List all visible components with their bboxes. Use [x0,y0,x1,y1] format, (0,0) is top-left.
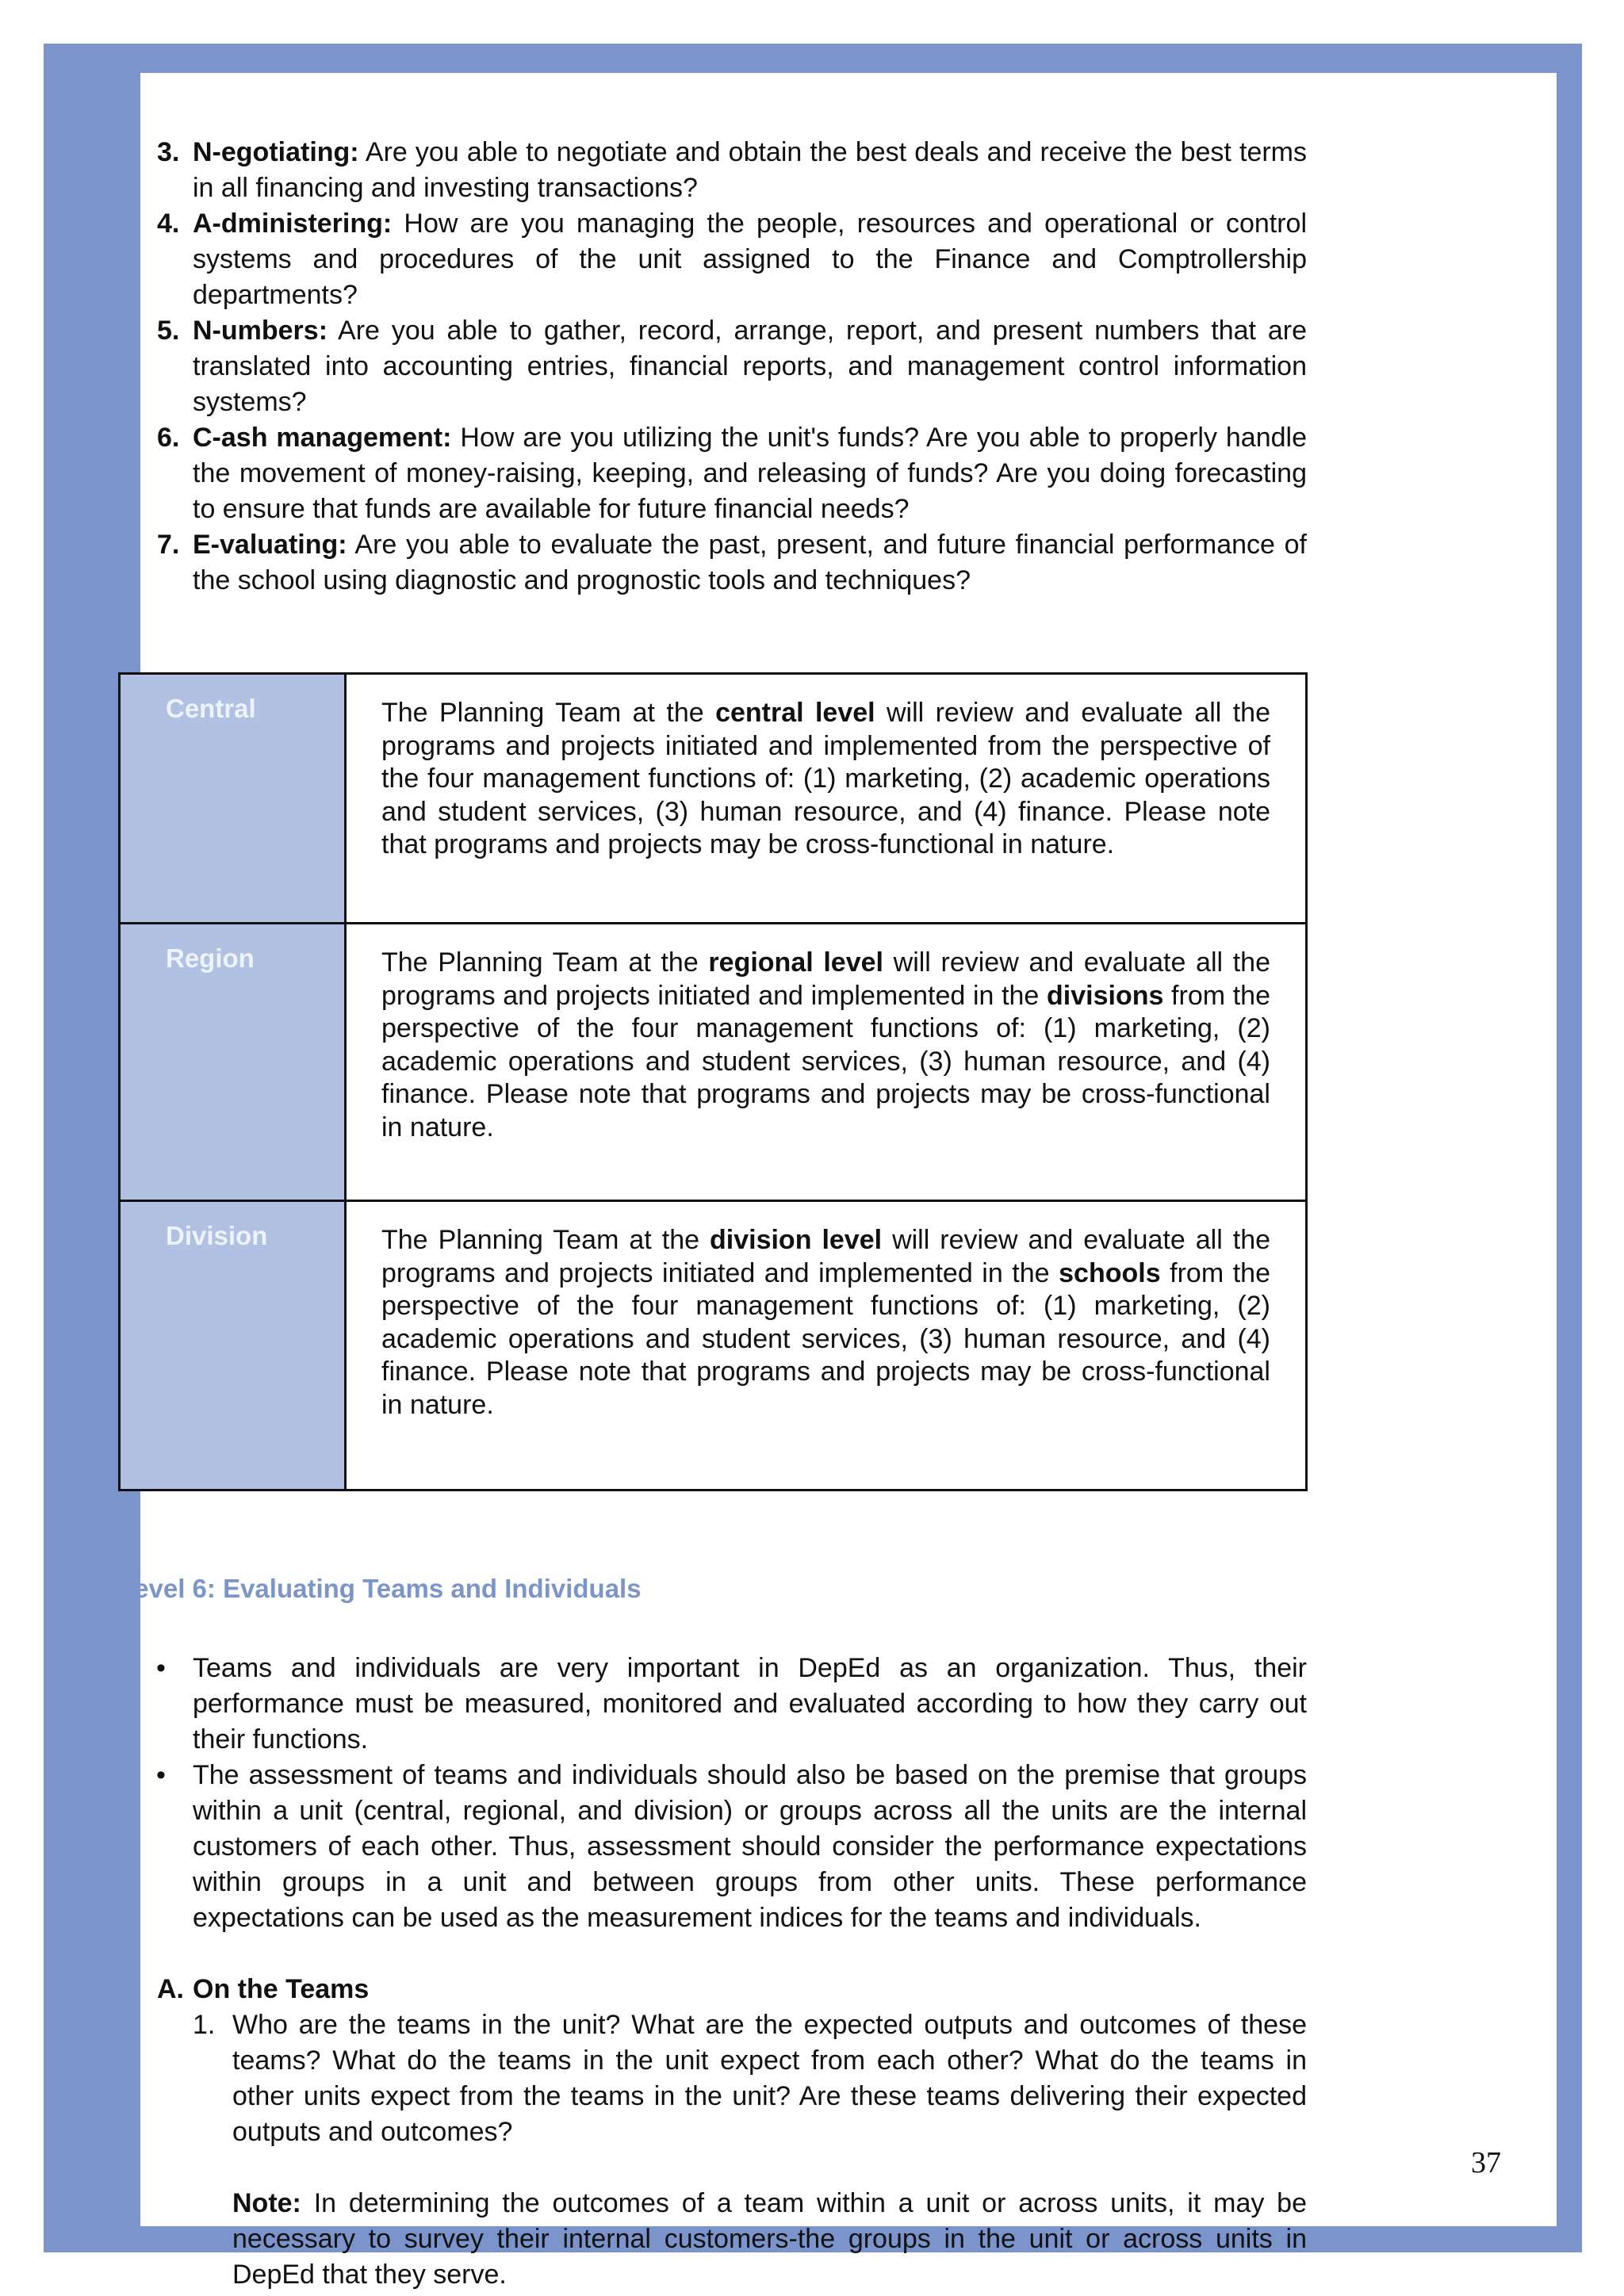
note-text: In determining the outcomes of a team within a unit or across units, it may be necessary to survey their internal customers-the groups in the unit or across units in DepEd that they serve. [232,2188,1307,2290]
list-item [157,1651,1307,1758]
level-description [346,1201,1307,1490]
description-text: The Planning Team at the [381,1225,710,1255]
list-item [157,313,1307,420]
list-item [157,1758,1307,1936]
description-bold: division level [710,1225,883,1255]
subsection-title-text: On the Teams [193,1974,370,2004]
table-row [120,1201,1307,1490]
financial-skills-list [157,135,1307,599]
list-item-number: 3. [157,137,180,167]
subsection-title [157,1972,1307,2007]
description-text: will review and evaluate all the programs and projects initiated and implemented in the [381,947,1270,1011]
description-bold: central level [715,698,875,728]
list-item [157,206,1307,313]
planning-levels-table [118,672,1308,1491]
list-item-term: E-valuating: [193,530,347,560]
subsection-teams [157,1972,1307,2293]
description-bold: regional level [708,947,883,978]
list-item-text: How are you managing the people, resources and operational or control systems and procedures of the unit assigned to the Finance and Comptrollership departments? [193,209,1307,310]
list-item-number: 7. [157,530,180,560]
bullet-icon: • [156,1760,166,1790]
level-label: Division [120,1201,346,1490]
list-item-text: Are you able to evaluate the past, present, and future financial performance of the school using diagnostic and prognostic tools and techniques? [193,530,1307,595]
table-row [120,924,1307,1201]
level-label: Region [120,924,346,1201]
section-heading: Level 6: Evaluating Teams and Individuals [118,1574,642,1603]
list-item-term: A-dministering: [193,209,393,239]
level-description [346,674,1307,924]
description-text: will review and evaluate all the programs and projects initiated and implemented in the [381,1225,1271,1288]
table-row [120,674,1307,924]
list-item-number: 6. [157,423,180,453]
bullet-text: The assessment of teams and individuals should also be based on the premise that groups within a unit (central, regional, and division) or groups across all the units are the internal customers of each other. Thus, assessment should consider the performance expectations within groups in a unit and between groups from other units. These performance expectations can be used as the measurement indices for the teams and individuals. [193,1760,1307,1933]
list-item-number: 1. [193,2010,216,2040]
list-item [157,420,1307,527]
list-item [157,135,1307,206]
description-text: The Planning Team at the [381,947,709,978]
level-description [346,924,1307,1201]
list-item-number: 5. [157,316,180,346]
page-number: 37 [1471,2146,1501,2179]
note-label: Note: [232,2188,301,2218]
bullet-list [157,1651,1307,1936]
list-item-text: Are you able to negotiate and obtain the best deals and receive the best terms in all financing and investing transactions? [193,137,1307,203]
list-item [157,527,1307,599]
level-label: Central [120,674,346,924]
description-text: from the perspective of the four management functions of: (1) marketing, (2) academic operations and student services, (3) human resource, and (4) finance. Please note that programs and projects may be cross-functional in nature. [381,980,1270,1142]
description-bold: divisions [1047,980,1164,1011]
list-item [157,2007,1307,2150]
description-text: The Planning Team at the [381,698,716,728]
list-item-text: Are you able to gather, record, arrange, report, and present numbers that are translated into accounting entries, financial reports, and management control information systems? [193,316,1307,417]
description-bold: schools [1059,1257,1161,1288]
bullet-text: Teams and individuals are very important in DepEd as an organization. Thus, their performance must be measured, monitored and evaluated according to how they carry out their functions. [193,1653,1307,1755]
bullet-icon: • [156,1653,166,1683]
list-item-text: Who are the teams in the unit? What are the expected outputs and outcomes of these teams? What do the teams in the unit expect from each other? What do the teams in other units expect from the teams in the unit? Are these teams delivering their expected outputs and outcomes? [232,2010,1307,2147]
list-item-term: N-egotiating: [193,137,359,167]
description-text: will review and evaluate all the programs and projects initiated and implemented from the perspective of the four management functions of: (1) marketing, (2) academic operations and student services, (3) human resource, and (4) finance. Please note that programs and projects may be cross-functional in nature. [381,698,1270,859]
teams-question-list [157,2007,1307,2150]
note-paragraph [157,2186,1307,2293]
page-content [118,135,1307,2293]
description-text: from the perspective of the four management functions of: (1) marketing, (2) academic operations and student services, (3) human resource, and (4) finance. Please note that programs and projects may be cross-functional in nature. [381,1257,1270,1420]
list-item-term: N-umbers: [193,316,328,346]
subsection-letter: A. [157,1974,184,2004]
list-item-text: How are you utilizing the unit's funds? Are you able to properly handle the movement of money-raising, keeping, and releasing of funds? Are you doing forecasting to ensure that funds are available for future financial needs? [193,423,1307,524]
list-item-number: 4. [157,209,180,239]
list-item-term: C-ash management: [193,423,452,453]
